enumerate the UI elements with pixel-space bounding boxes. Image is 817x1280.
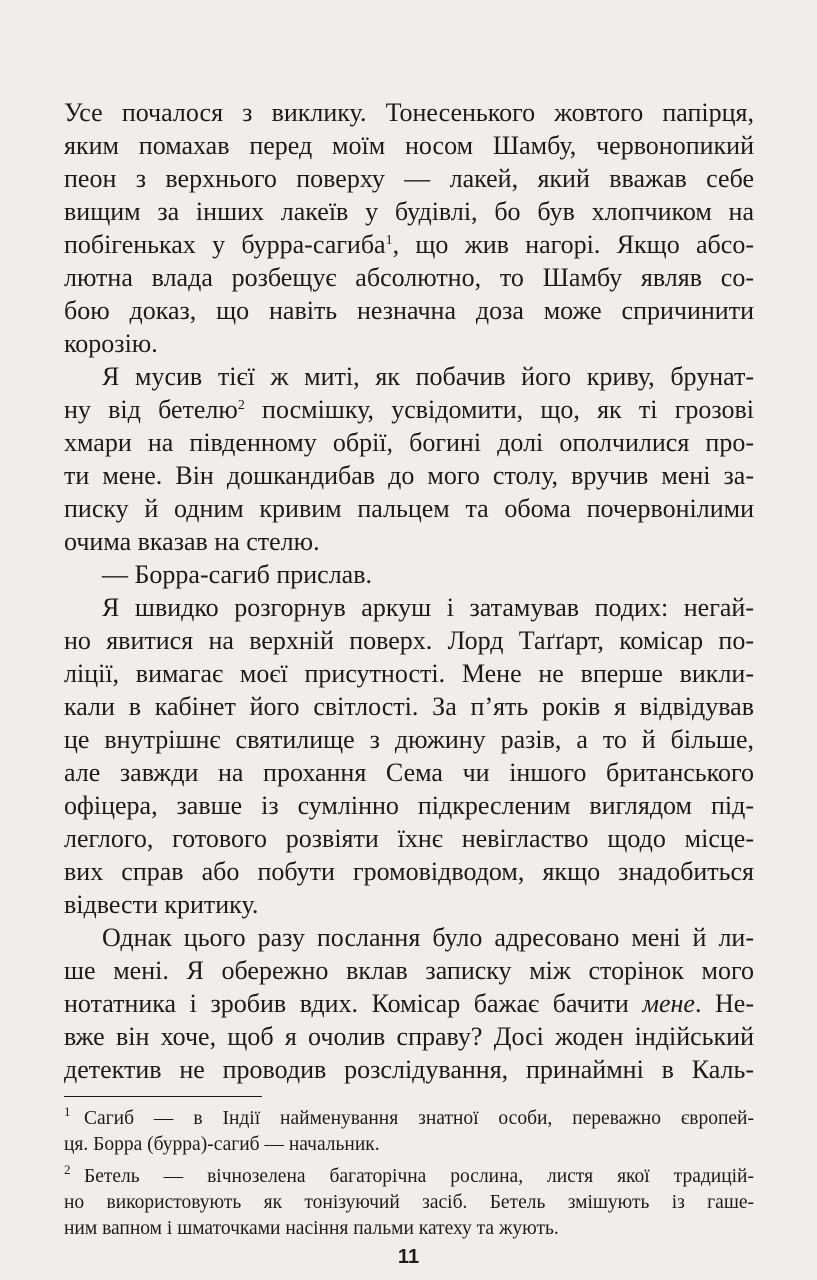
text-line: це внутрішнє святилище з дюжину разів, а то й більше,	[64, 725, 754, 754]
text-line: ше мені. Я обережно вклав записку між сторінок мого	[64, 956, 754, 985]
text-line: відвести критику.	[64, 890, 259, 919]
page-number: 11	[397, 1246, 420, 1268]
text-line: корозію.	[64, 329, 158, 358]
text-line: але завжди на прохання Сема чи іншого британського	[64, 758, 754, 787]
footnote-line: Бетель — вічнозелена багаторічна рослина, листя якої традицій-	[84, 1166, 754, 1187]
text-line: Усе почалося з виклику. Тонесенького жовтого папірця,	[64, 98, 754, 127]
text-line: кали в кабінет його світлості. За п’ять років я відвідував	[64, 692, 754, 721]
text-segment: посмішку, усвідомити, що, як ті грозові	[244, 395, 754, 424]
footnote-line: Сагиб — в Індії найменування знатної особи, переважно європей-	[84, 1108, 754, 1129]
text-line: бою доказ, що навіть незначна доза може спричинити	[64, 296, 754, 325]
text-line: офіцера, завше із сумлінно підкресленим виглядом під-	[64, 791, 754, 820]
text-segment: , що жив нагорі. Якщо абсо-	[392, 230, 754, 259]
footnote-separator	[64, 1096, 262, 1097]
text-segment: . Не-	[694, 989, 754, 1018]
text-line: Я мусив тієї ж миті, як побачив його криву, брунат-	[102, 362, 754, 391]
text-line: хмари на південному обрії, богині долі ополчилися про-	[64, 428, 754, 457]
footnote-line: но використовують як тонізуючий засіб. Бетель змішують із гаше-	[64, 1192, 754, 1213]
text-line: но явитися на верхній поверх. Лорд Таґґарт, комісар по-	[64, 626, 754, 655]
text-line: Я швидко розгорнув аркуш і затамував подих: негай-	[102, 593, 754, 622]
text-line: детектив не проводив розслідування, принаймні в Каль-	[64, 1055, 754, 1084]
text-line: пеон з верхнього поверху — лакей, який вважав себе	[64, 164, 754, 193]
footnote-line: ця. Борра (бурра)-сагиб — начальник.	[64, 1134, 380, 1155]
text-line: Однак цього разу послання було адресовано мені й ли-	[102, 923, 754, 952]
text-line	[64, 987, 754, 1020]
text-line	[64, 393, 754, 426]
text-line: ти мене. Він дошкандибав до мого столу, вручив мені за-	[64, 461, 754, 490]
text-segment: нотатника і зробив вдих. Комісар бажає бачити	[64, 989, 643, 1018]
footnote-mark: 2	[64, 1162, 71, 1177]
footnote-line: ним вапном і шматочками насіння пальми катеху та жують.	[64, 1218, 559, 1239]
text-line: яким помахав перед моїм носом Шамбу, червонопикий	[64, 131, 754, 160]
footnote-ref-2: 2	[237, 398, 245, 413]
footnote-mark: 1	[64, 1104, 71, 1119]
text-line	[64, 228, 754, 261]
text-line: вищим за інших лакеїв у будівлі, бо був хлопчиком на	[64, 197, 754, 226]
emphasized-word: мене	[642, 989, 695, 1018]
text-line: ліції, вимагає моєї присутності. Мене не вперше викли-	[64, 659, 754, 688]
text-line: вих справ або побути громовідводом, якщо знадобиться	[64, 857, 754, 886]
text-segment: ну від бетелю	[64, 395, 238, 424]
text-line: лютна влада розбещує абсолютно, то Шамбу являв со-	[64, 263, 754, 292]
text-line: писку й одним кривим пальцем та обома почервонілими	[64, 494, 754, 523]
text-line: — Борра-сагиб прислав.	[102, 560, 372, 589]
text-line: очима вказав на стелю.	[64, 527, 320, 556]
text-segment: побігеньках у бурра-сагиба	[64, 230, 386, 259]
footnote-ref-1: 1	[385, 233, 393, 248]
text-line: леглого, готового розвіяти їхнє невігластво щодо місце-	[64, 824, 754, 853]
text-line: вже він хоче, щоб я очолив справу? Досі жоден індійський	[64, 1022, 754, 1051]
